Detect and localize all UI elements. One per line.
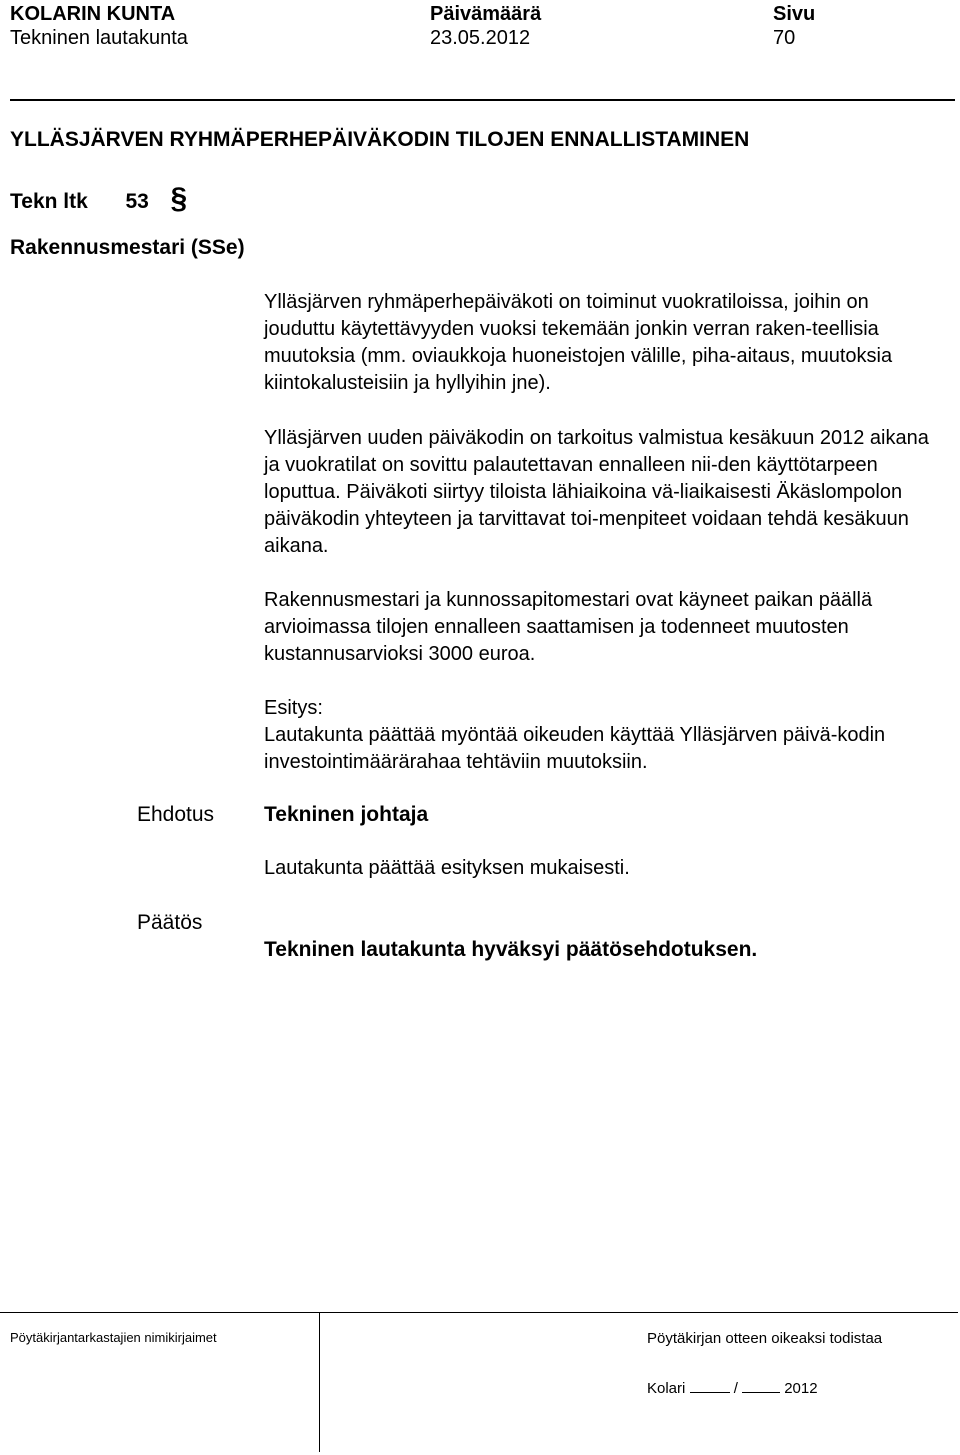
paragraph-2: [264, 425, 944, 560]
date-separator: /: [733, 1380, 738, 1397]
ehdotus-text: Lautakunta päättää esityksen mukaisesti.: [264, 857, 630, 879]
organization-name: KOLARIN KUNTA: [10, 3, 176, 25]
date-label: Päivämäärä: [430, 3, 542, 25]
paragraph-text: Ylläsjärven uuden päiväkodin on tarkoitus valmistua kesäkuun 2012 aikana ja vuokratilat on sovittu palautettavan ennalleen nii-den käyttötarpeen loputtua. Päiväkoti siirtyy tiloista lähiaikoina vä-liaikaisesti Äkäslompolon päiväkodin yhteyteen ja tarvittavat toi-menpiteet voidaan tehdä kesäkuun aikana.: [264, 427, 929, 557]
section-ref-label: Tekn ltk: [10, 190, 88, 213]
page-label: Sivu: [773, 3, 816, 25]
paragraph-text: Rakennusmestari ja kunnossapitomestari ovat käyneet paikan päällä arvioimassa tilojen ennalleen saattamisen ja todenneet muutosten kustannusarvioksi 3000 euroa.: [264, 589, 873, 665]
board-name: Tekninen lautakunta: [10, 27, 188, 49]
proposal-block: [264, 695, 944, 776]
section-number: 53: [125, 190, 149, 213]
page-number: 70: [773, 27, 796, 49]
paragraph-3: [264, 587, 944, 668]
month-blank: [742, 1378, 780, 1393]
ehdotus-label: Ehdotus: [137, 803, 215, 826]
ehdotus-author: Tekninen johtaja: [264, 803, 429, 826]
day-blank: [690, 1378, 730, 1393]
paragraph-text: Ylläsjärven ryhmäperhepäiväkoti on toiminut vuokratiloissa, joihin on jouduttu käytettävyyden vuoksi tekemään jonkin verran raken-teellisia muutoksia (mm. oviaukkoja huoneistojen välille, piha-aitaus, muutoksia kiintokalusteisiin ja hyllyihin jne).: [264, 291, 893, 394]
section-reference: [10, 182, 187, 216]
certification-line: [647, 1378, 818, 1397]
header-divider: [10, 99, 955, 101]
certification-year: 2012: [784, 1380, 818, 1397]
signatures-label: Pöytäkirjantarkastajien nimikirjaimet: [10, 1330, 217, 1345]
footer-divider: [0, 1312, 958, 1313]
meeting-date: 23.05.2012: [430, 27, 531, 49]
proposal-label: Esitys:: [264, 697, 323, 719]
section-sign: §: [170, 182, 188, 215]
paatos-label: Päätös: [137, 911, 203, 934]
certified-label: Pöytäkirjan otteen oikeaksi todistaa: [647, 1330, 883, 1347]
proposal-text: Lautakunta päättää myöntää oikeuden käyttää Ylläsjärven päivä-kodin investointimäärärahaa tehtäviin muutoksiin.: [264, 724, 886, 773]
preparer: Rakennusmestari (SSe): [10, 236, 245, 259]
footer-column-divider: [319, 1312, 320, 1452]
place-name: Kolari: [647, 1380, 686, 1397]
paragraph-1: [264, 289, 944, 397]
document-title: YLLÄSJÄRVEN RYHMÄPERHEPÄIVÄKODIN TILOJEN ENNALLISTAMINEN: [10, 128, 750, 151]
paatos-text: Tekninen lautakunta hyväksyi päätösehdotuksen.: [264, 938, 758, 961]
